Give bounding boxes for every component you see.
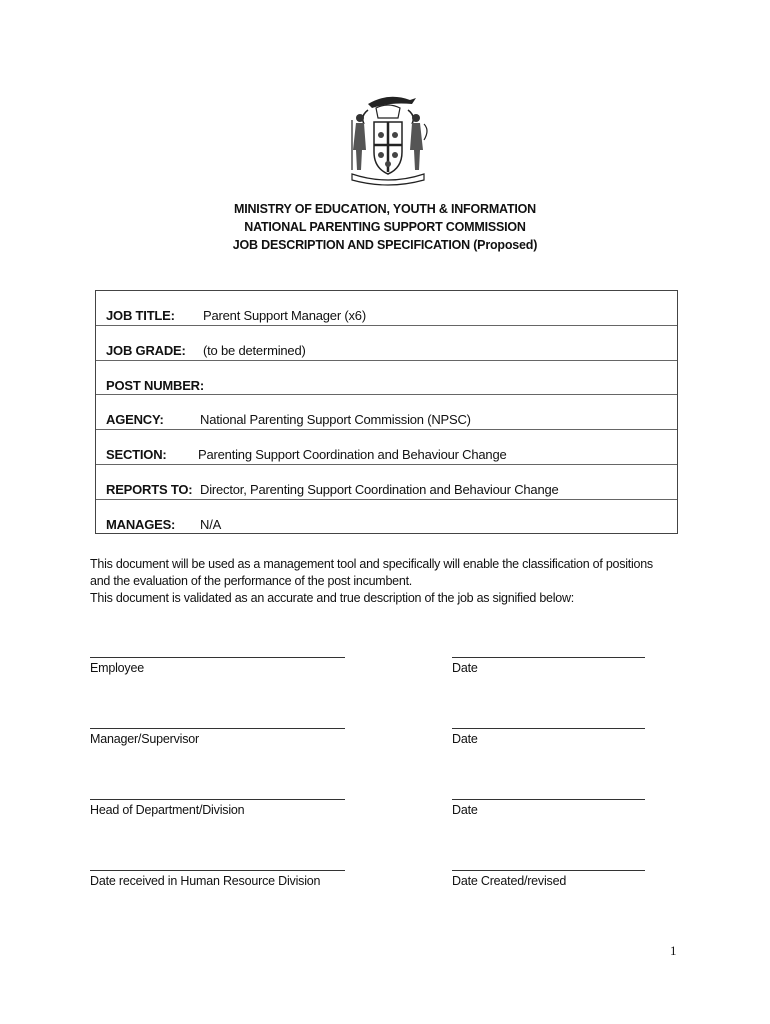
intro-line-3: This document is validated as an accurate and true description of the job as signified below:: [90, 591, 574, 605]
job-title-row: [96, 291, 677, 326]
job-grade-label: JOB GRADE:: [106, 342, 186, 358]
head-date-line: [452, 799, 645, 800]
ministry-title: MINISTRY OF EDUCATION, YOUTH & INFORMATION: [233, 202, 536, 216]
head-signature-line: [90, 799, 345, 800]
head-date-label: Date: [452, 803, 478, 817]
coat-of-arms-icon: [338, 90, 438, 190]
manager-signature-line: [90, 728, 345, 729]
manages-label: MANAGES:: [106, 516, 176, 532]
section-label: SECTION:: [106, 447, 167, 463]
employee-signature-line: [90, 657, 345, 658]
post-number-row: [96, 361, 677, 396]
employee-date-label: Date: [452, 661, 478, 675]
section-row: [96, 430, 677, 465]
agency-label: AGENCY:: [106, 412, 164, 428]
reports-to-row: [96, 465, 677, 500]
employee-date-line: [452, 657, 645, 658]
section-value: Parenting Support Coordination and Behaviour Change: [198, 447, 507, 463]
job-grade-row: [96, 326, 677, 361]
manager-label: Manager/Supervisor: [90, 732, 199, 746]
employee-label: Employee: [90, 661, 144, 675]
reports-to-value: Director, Parenting Support Coordination and Behaviour Change: [200, 482, 559, 497]
manages-value: N/A: [200, 516, 222, 532]
hr-label: Date received in Human Resource Division: [90, 874, 321, 888]
hr-date-label: Date Created/revised: [452, 874, 567, 888]
commission-title: NATIONAL PARENTING SUPPORT COMMISSION: [244, 220, 526, 234]
manager-date-label: Date: [452, 732, 478, 746]
post-number-label: POST NUMBER:: [106, 377, 204, 393]
job-grade-value: (to be determined): [203, 342, 306, 358]
reports-to-label: REPORTS TO:: [106, 482, 193, 497]
head-label: Head of Department/Division: [90, 803, 245, 817]
page-number: 1: [670, 943, 677, 958]
job-title-value: Parent Support Manager (x6): [203, 308, 366, 323]
job-info-table: [95, 290, 678, 534]
job-title-label: JOB TITLE:: [106, 308, 175, 323]
intro-paragraph: [90, 556, 690, 607]
intro-line-1: This document will be used as a management tool and specifically will enable the classification of positions: [90, 557, 653, 571]
agency-row: [96, 395, 677, 430]
document-header: [0, 200, 770, 254]
manages-row: [96, 500, 677, 535]
manager-date-line: [452, 728, 645, 729]
intro-line-2: and the evaluation of the performance of the post incumbent.: [90, 574, 413, 588]
document-title: JOB DESCRIPTION AND SPECIFICATION (Proposed): [232, 238, 538, 252]
hr-date-line: [452, 870, 645, 871]
hr-signature-line: [90, 870, 345, 871]
agency-value: National Parenting Support Commission (NPSC): [200, 412, 471, 428]
